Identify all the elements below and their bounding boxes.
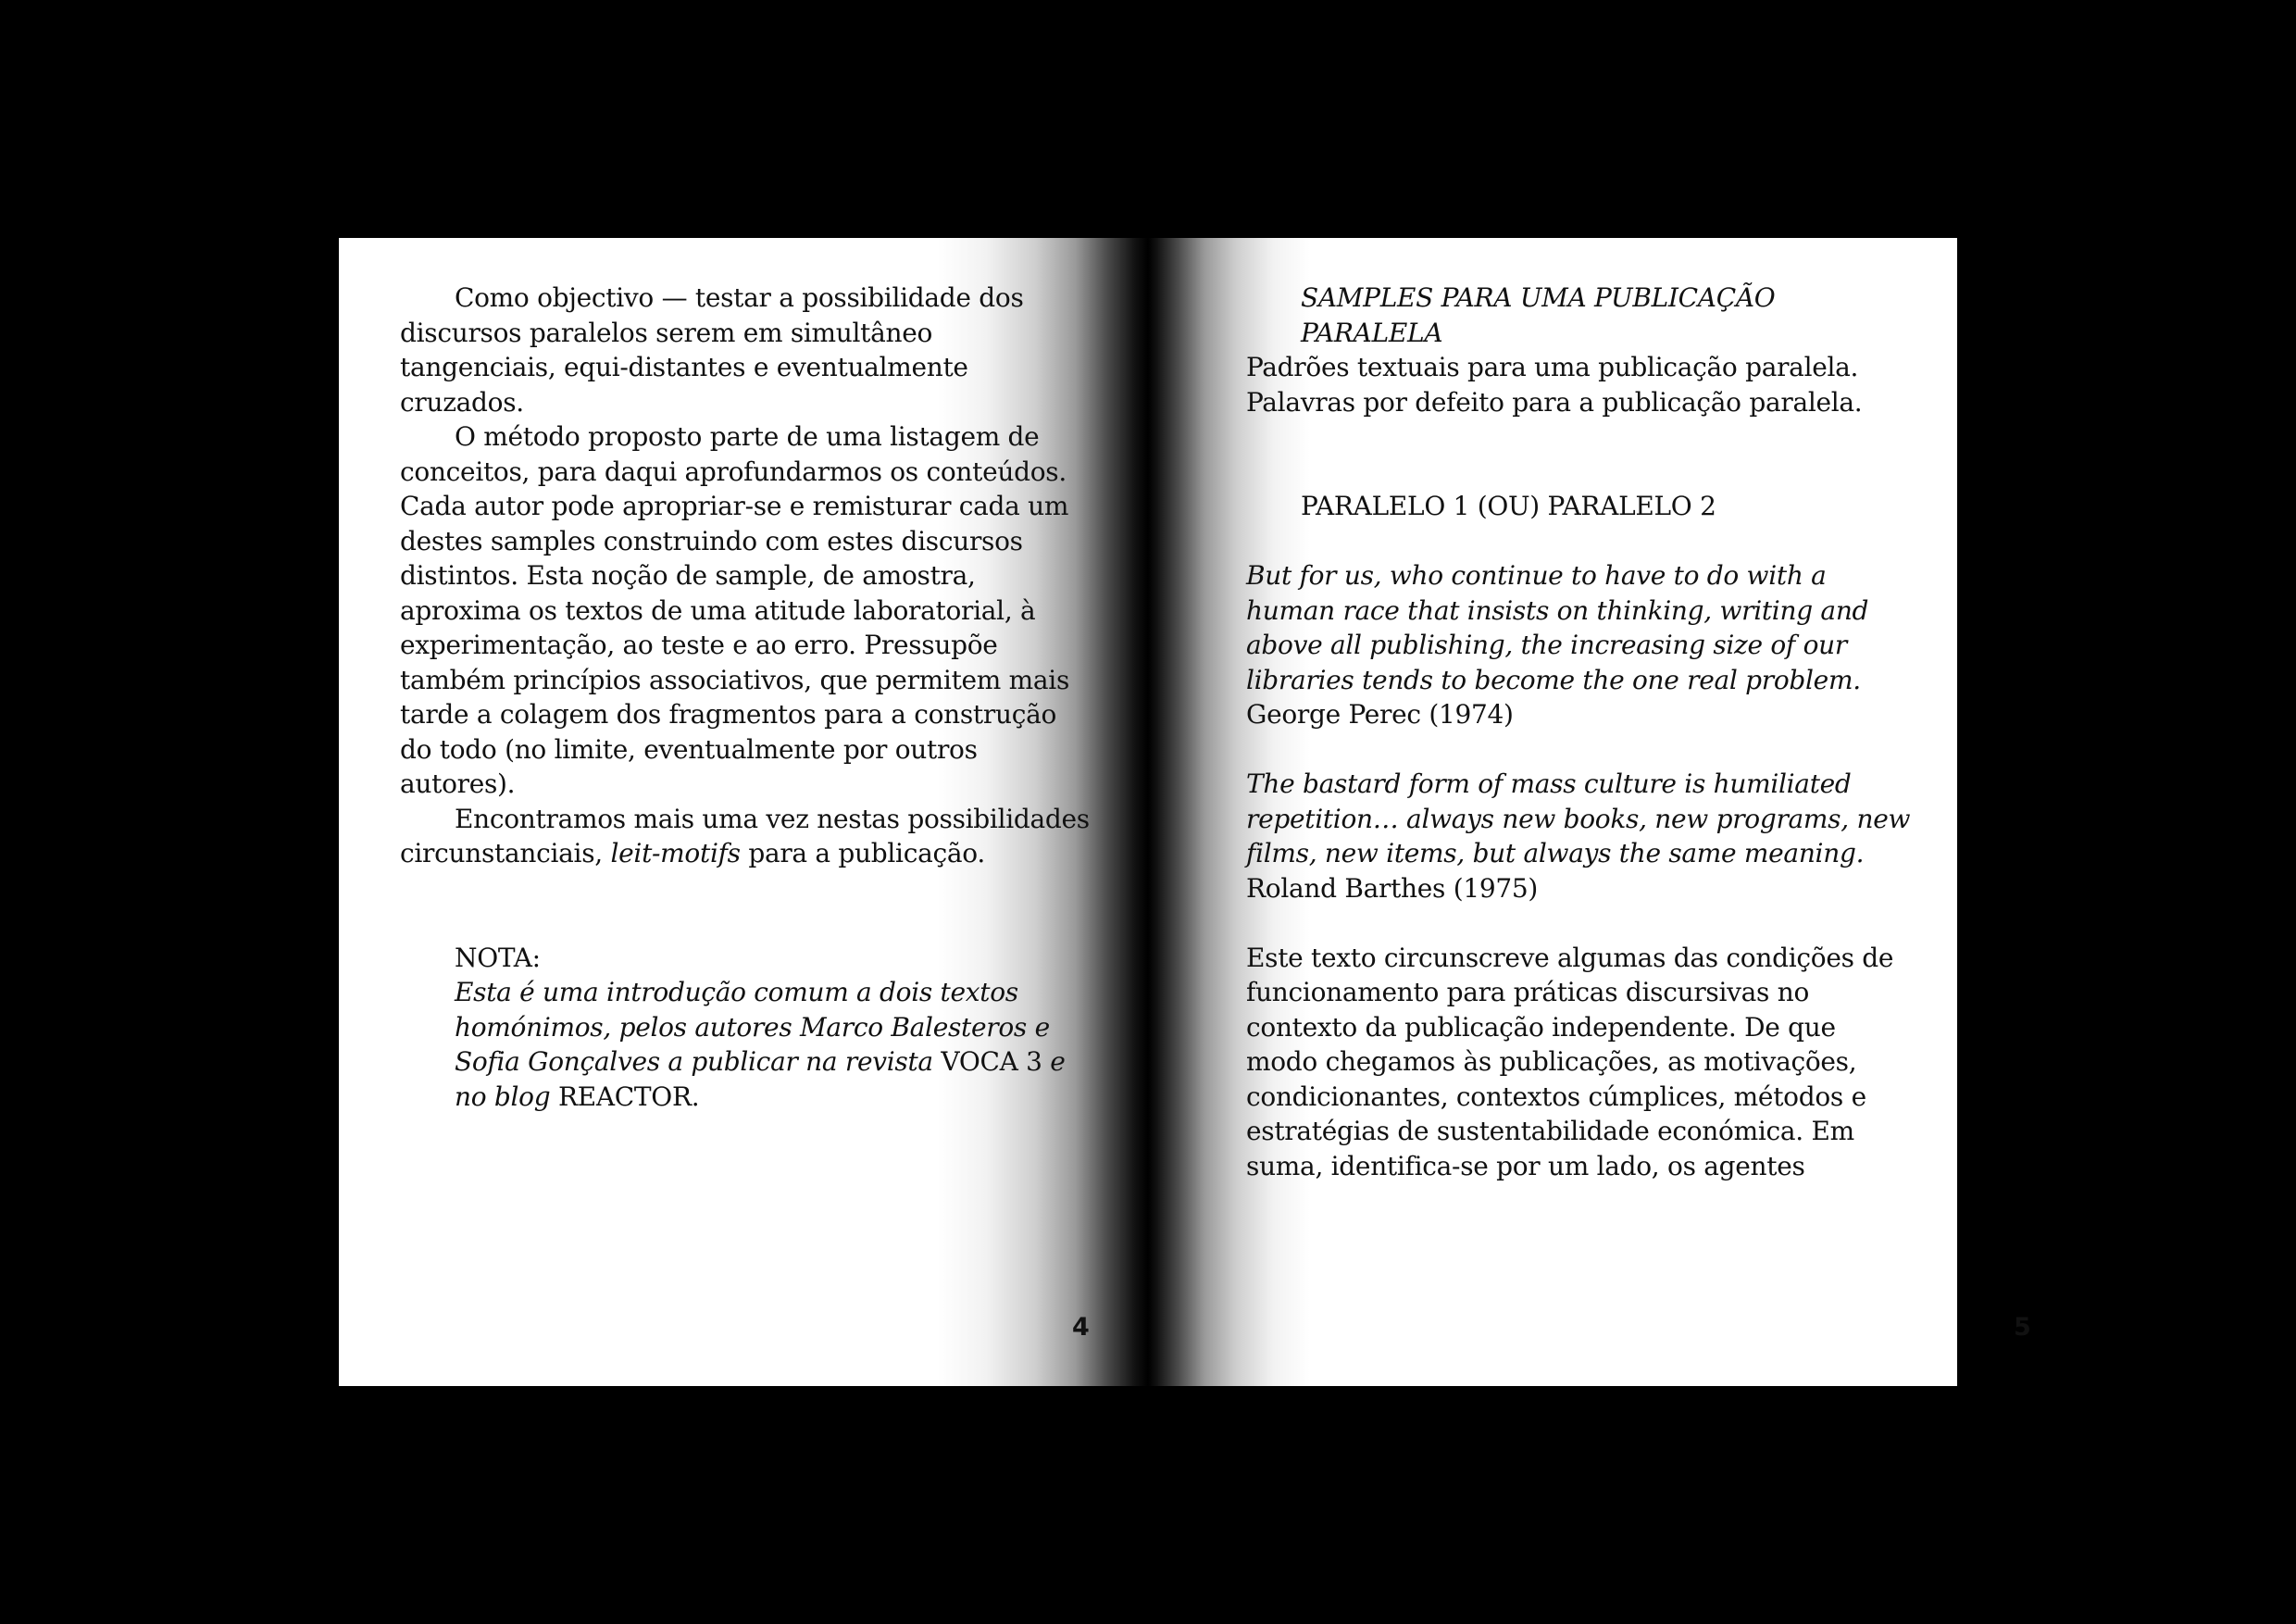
left-page-text <box>400 281 1094 1114</box>
quote-2-author: Roland Barthes (1975) <box>1246 872 1539 904</box>
note-italic-2: e no blog <box>455 1046 1066 1112</box>
right-heading-line-1: SAMPLES PARA UMA PUBLICAÇÃO <box>1301 282 1776 313</box>
right-page-text <box>1246 281 1913 1183</box>
left-paragraph-3-italic: leit-motifs <box>610 838 741 868</box>
note-roman-1: VOCA 3 <box>932 1046 1051 1077</box>
right-page <box>1148 238 2031 1386</box>
right-body-text: Este texto circunscreve algumas das condições de funcionamento para práticas discursivas no contexto da publicação independente. De que modo chegamos às publicações, as motivações, condicionantes, contextos cúmplices, métodos e estratégias de sustentabilidade económica. Em suma, identifica-se por um lado, os agentes <box>1246 942 1894 1181</box>
subtitle-line-1: Padrões textuais para uma publicação paralela. <box>1246 352 1859 382</box>
note-roman-2: REACTOR. <box>550 1081 700 1112</box>
section-heading: PARALELO 1 (OU) PARALELO 2 <box>1301 491 1716 521</box>
right-heading-line-2: PARALELA <box>1301 317 1443 348</box>
note-italic-1: Esta é uma introdução comum a dois textos homónimos, pelos autores Marco Balesteros e Sofia Gonçalves a publicar na revista <box>455 977 1050 1077</box>
left-paragraph-3 <box>400 802 1094 871</box>
note-heading: NOTA: <box>455 942 541 973</box>
left-paragraph-3-tail: para a publicação. <box>740 838 985 868</box>
subtitle-line-2: Palavras por defeito para a publicação paralela. <box>1246 386 1863 418</box>
quote-2-text: The bastard form of mass culture is humiliated repetition… always new books, new programs, new films, new items, but always the same meaning. <box>1246 768 1911 868</box>
left-page <box>339 238 1148 1386</box>
book-spread <box>339 238 2031 1386</box>
left-paragraph-1: Como objectivo — testar a possibilidade dos discursos paralelos serem em simultâneo tangenciais, equi-distantes e eventualmente cruzados. <box>400 282 1024 418</box>
quote-1-text: But for us, who continue to have to do with a human race that insists on thinking, writing and above all publishing, the increasing size of our libraries tends to become the one real problem. <box>1246 560 1869 695</box>
note-text <box>400 975 1094 1114</box>
left-paragraph-2: O método proposto parte de uma listagem de conceitos, para daqui aprofundarmos os conteúdos. Cada autor pode apropriar-se e remisturar cada um destes samples construindo com estes discursos distintos. Esta noção de sample, de amostra, aproxima os textos de uma atitude laboratorial, à experimentação, ao teste e ao erro. Pressupõe também princípios associativos, que permitem mais tarde a colagem dos fragmentos para a construção do todo (no limite, eventualmente por outros autores). <box>400 421 1070 799</box>
quote-1-author: George Perec (1974) <box>1246 699 1514 730</box>
page-number-right: 5 <box>2014 1313 2031 1342</box>
left-paragraph-3-lead: Encontramos mais uma vez nestas possibilidades circunstanciais, <box>400 803 1090 868</box>
page-number-left: 4 <box>1072 1313 1090 1342</box>
